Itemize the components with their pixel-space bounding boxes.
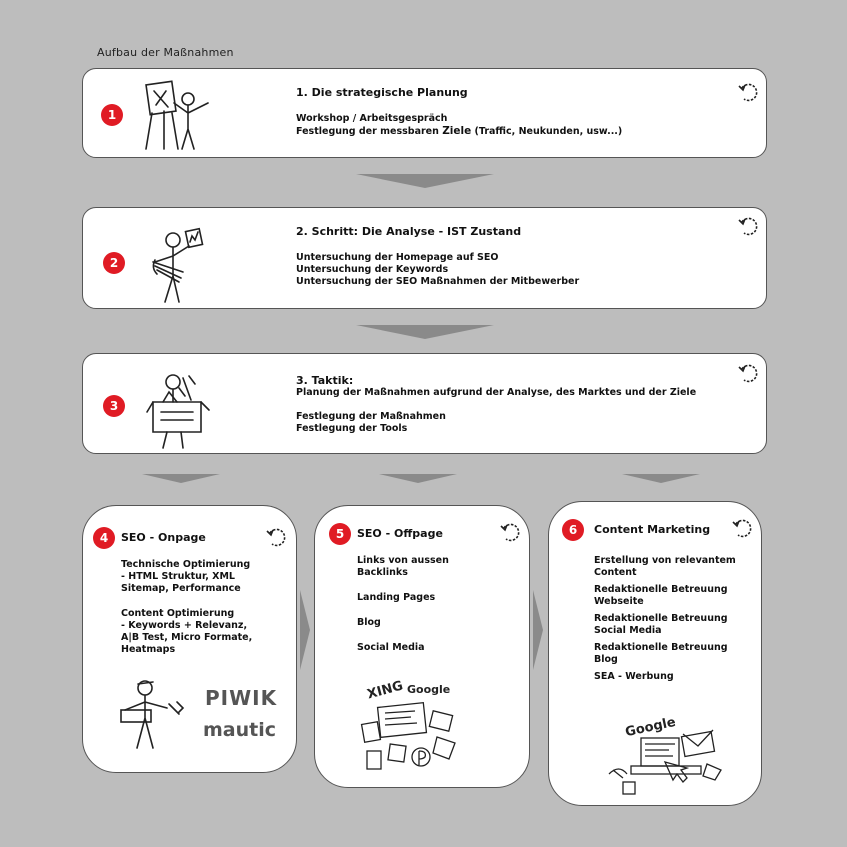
- step-6-item: Social Media: [594, 625, 662, 636]
- goal-emphasis: Ziele: [442, 125, 472, 137]
- step-3-card: [82, 353, 767, 454]
- refresh-icon[interactable]: [737, 81, 759, 103]
- step-5-heading: SEO - Offpage: [357, 527, 443, 540]
- refresh-icon[interactable]: [737, 362, 759, 384]
- step-2-line: Untersuchung der Homepage auf SEO: [296, 252, 499, 263]
- goal-prefix: Festlegung der messbaren: [296, 126, 443, 137]
- step-3-line: Festlegung der Tools: [296, 423, 408, 434]
- step-4-text: [121, 559, 250, 595]
- step-4-line: Content Optimierung: [121, 608, 235, 619]
- down-arrow-3c: [622, 472, 700, 484]
- step-6-item: Content: [594, 567, 637, 578]
- step-6-item: Redaktionelle Betreuung: [594, 613, 728, 624]
- step-4-badge: 4: [93, 527, 115, 549]
- analysis-figure-icon: [143, 218, 223, 303]
- down-arrow-3b: [379, 472, 457, 484]
- step-5-item: Backlinks: [357, 567, 408, 578]
- step-4-line: Technische Optimierung: [121, 559, 251, 570]
- step-6-item: Webseite: [594, 596, 644, 607]
- page-title: Aufbau der Maßnahmen: [97, 46, 234, 59]
- step-4-text-2: [121, 608, 252, 656]
- mautic-logo: mautic: [203, 719, 277, 741]
- step-1-heading: 1. Die strategische Planung: [296, 86, 468, 99]
- step-2-text: [296, 252, 579, 288]
- refresh-icon[interactable]: [265, 526, 287, 548]
- step-5-text: [357, 555, 449, 654]
- step-3-line: Festlegung der Maßnahmen: [296, 411, 446, 422]
- step-5-item: Blog: [357, 617, 381, 628]
- step-2-line: Untersuchung der SEO Maßnahmen der Mitbewerber: [296, 276, 580, 287]
- down-arrow-3a: [142, 472, 220, 484]
- step-3-heading: 3. Taktik:: [296, 374, 354, 387]
- step-6-card: [548, 501, 762, 806]
- piwik-logo: PIWIK: [205, 686, 278, 710]
- step-4-line: - Keywords + Relevanz,: [121, 620, 248, 631]
- step-3-text-2: [296, 411, 446, 435]
- step-6-heading: Content Marketing: [594, 523, 711, 536]
- presentation-figure-icon: [138, 77, 218, 155]
- xing-label: XING: [365, 678, 405, 703]
- step-2-line: Untersuchung der Keywords: [296, 264, 449, 275]
- step-1-text: [296, 113, 622, 138]
- refresh-icon[interactable]: [737, 215, 759, 237]
- step-6-badge: 6: [562, 519, 584, 541]
- step-6-item: Blog: [594, 654, 618, 665]
- toolbox-figure-icon: [143, 362, 228, 450]
- step-1-card: [82, 68, 767, 158]
- step-6-text: [594, 555, 736, 683]
- handyman-figure-icon: [113, 674, 193, 754]
- step-6-item: SEA - Werbung: [594, 671, 674, 682]
- google-label: Google: [407, 683, 451, 696]
- step-4-heading: SEO - Onpage: [121, 531, 206, 544]
- step-5-item: Social Media: [357, 642, 425, 653]
- down-arrow-1: [356, 172, 494, 189]
- step-4-line: Sitemap, Performance: [121, 583, 241, 594]
- step-5-item: Links von aussen: [357, 555, 449, 566]
- right-arrow-5: [532, 590, 544, 670]
- refresh-icon[interactable]: [731, 517, 753, 539]
- step-5-item: Landing Pages: [357, 592, 436, 603]
- step-5-badge: 5: [329, 523, 351, 545]
- step-6-item: Redaktionelle Betreuung: [594, 584, 728, 595]
- step-3-line: Planung der Maßnahmen aufgrund der Analyse, des Marktes und der Ziele: [296, 387, 697, 398]
- down-arrow-2: [356, 323, 494, 340]
- google-label: Google: [623, 714, 678, 741]
- content-marketing-sketch-icon: [605, 720, 729, 800]
- step-6-item: Redaktionelle Betreuung: [594, 642, 728, 653]
- step-3-badge: 3: [103, 395, 125, 417]
- step-1-badge: 1: [101, 104, 123, 126]
- step-2-card: [82, 207, 767, 309]
- goal-suffix: (Traffic, Neukunden, usw...): [471, 126, 623, 137]
- step-4-card: [82, 505, 297, 773]
- social-network-sketch-icon: [359, 699, 469, 779]
- refresh-icon[interactable]: [499, 521, 521, 543]
- right-arrow-4: [299, 590, 311, 670]
- step-1-goal-line: [296, 125, 622, 138]
- step-4-line: - HTML Struktur, XML: [121, 571, 235, 582]
- step-1-line: Workshop / Arbeitsgespräch: [296, 113, 448, 124]
- step-4-line: A|B Test, Micro Formate,: [121, 632, 253, 643]
- step-2-heading: 2. Schritt: Die Analyse - IST Zustand: [296, 225, 522, 238]
- step-6-item: Erstellung von relevantem: [594, 555, 736, 566]
- step-3-text: [296, 387, 696, 399]
- step-2-badge: 2: [103, 252, 125, 274]
- step-5-card: [314, 505, 530, 788]
- step-4-line: Heatmaps: [121, 644, 176, 655]
